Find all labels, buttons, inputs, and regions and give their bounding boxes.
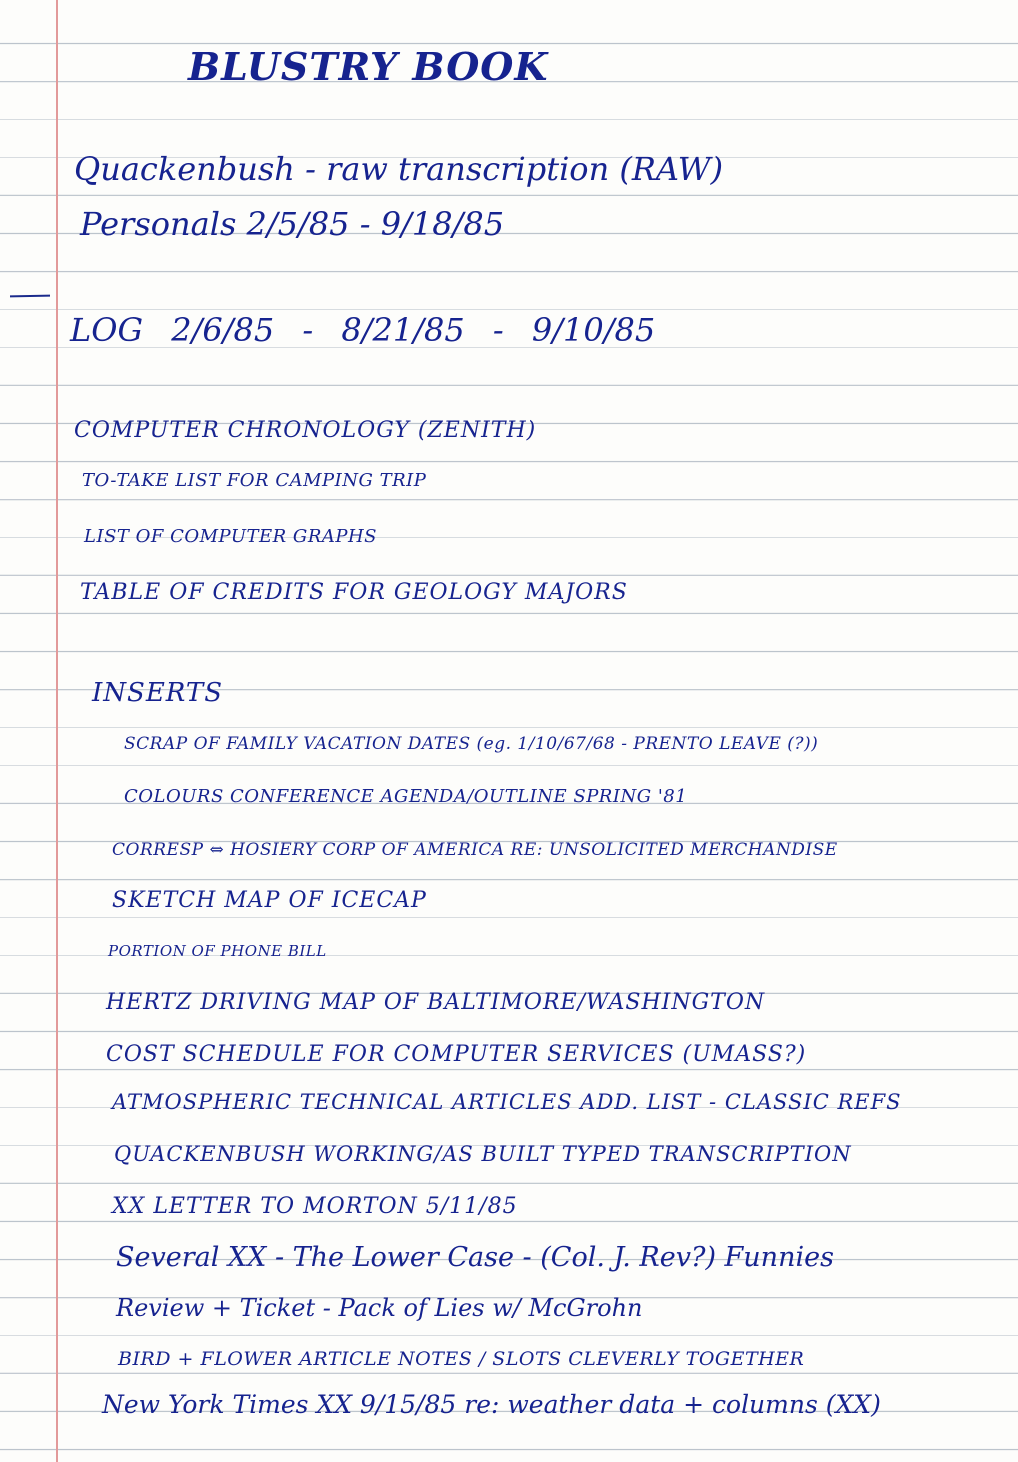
insert-item: BIRD + FLOWER ARTICLE NOTES / SLOTS CLEVERLY TOGETHER — [118, 1348, 805, 1370]
insert-item: SKETCH MAP OF ICECAP — [112, 888, 427, 913]
insert-item: Review + Ticket - Pack of Lies w/ McGrohn — [116, 1294, 643, 1322]
page-title: BLUSTRY BOOK — [188, 44, 549, 89]
insert-item: Several XX - The Lower Case - (Col. J. Rev?) Funnies — [116, 1242, 834, 1273]
content-item: TABLE OF CREDITS FOR GEOLOGY MAJORS — [80, 580, 628, 605]
insert-item: COLOURS CONFERENCE AGENDA/OUTLINE SPRING '81 — [124, 786, 688, 807]
inserts-heading: INSERTS — [92, 678, 224, 708]
insert-item: QUACKENBUSH WORKING/AS BUILT TYPED TRANSCRIPTION — [114, 1142, 852, 1166]
header-line-2: Personals 2/5/85 - 9/18/85 — [80, 205, 505, 243]
insert-item: HERTZ DRIVING MAP OF BALTIMORE/WASHINGTON — [106, 990, 766, 1015]
insert-item: COST SCHEDULE FOR COMPUTER SERVICES (UMASS?) — [106, 1042, 807, 1067]
margin-line — [56, 0, 58, 1462]
insert-item: CORRESP ⇔ HOSIERY CORP OF AMERICA RE: UNSOLICITED MERCHANDISE — [112, 840, 838, 860]
content-item: TO-TAKE LIST FOR CAMPING TRIP — [82, 470, 427, 491]
header-line-1: Quackenbush - raw transcription (RAW) — [74, 150, 724, 188]
margin-tick-mark — [10, 295, 50, 298]
content-item: LIST OF COMPUTER GRAPHS — [84, 526, 378, 547]
insert-item: ATMOSPHERIC TECHNICAL ARTICLES ADD. LIST - CLASSIC REFS — [112, 1090, 902, 1114]
log-line: LOG 2/6/85 - 8/21/85 - 9/10/85 — [70, 311, 656, 349]
insert-item: New York Times XX 9/15/85 re: weather data + columns (XX) — [102, 1390, 881, 1419]
insert-item: PORTION OF PHONE BILL — [108, 942, 327, 960]
insert-item: SCRAP OF FAMILY VACATION DATES (eg. 1/10/67/68 - PRENTO LEAVE (?)) — [124, 734, 819, 754]
content-item: COMPUTER CHRONOLOGY (ZENITH) — [74, 418, 537, 443]
insert-item: XX LETTER TO MORTON 5/11/85 — [112, 1194, 518, 1219]
